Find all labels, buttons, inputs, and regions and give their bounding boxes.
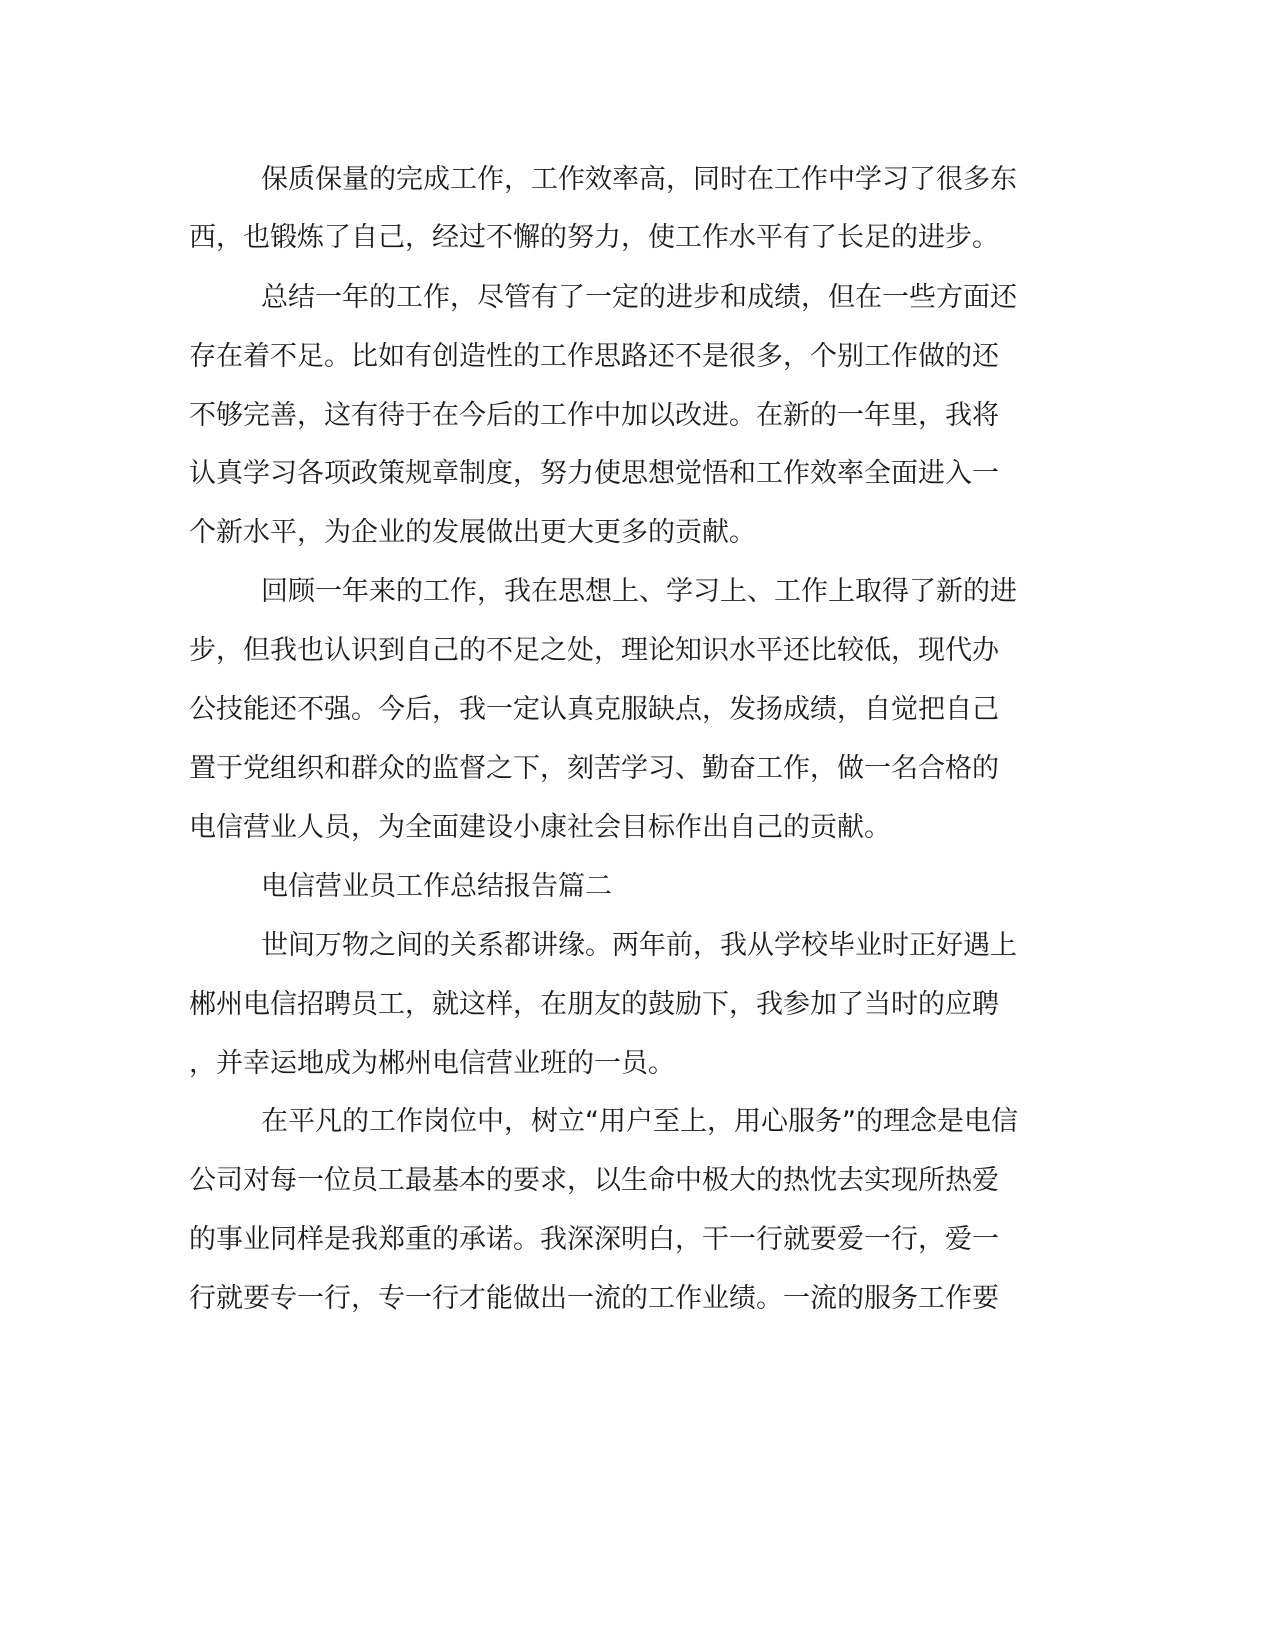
text-line: 不够完善，这有待于在今后的工作中加以改进。在新的一年里，我将 bbox=[189, 400, 999, 431]
text-line: 行就要专一行，专一行才能做出一流的工作业绩。一流的服务工作要 bbox=[189, 1283, 999, 1314]
text-line: 总结一年的工作，尽管有了一定的进步和成绩，但在一些方面还 bbox=[261, 282, 1017, 313]
text-line: 公司对每一位员工最基本的要求，以生命中极大的热忱去实现所热爱 bbox=[189, 1165, 999, 1196]
text-line: 保质保量的完成工作，工作效率高，同时在工作中学习了很多东 bbox=[261, 164, 1017, 195]
text-line: 认真学习各项政策规章制度，努力使思想觉悟和工作效率全面进入一 bbox=[189, 458, 999, 489]
text-line: ，并幸运地成为郴州电信营业班的一员。 bbox=[189, 1048, 675, 1079]
section-heading: 电信营业员工作总结报告篇二 bbox=[261, 871, 612, 902]
text-line: 存在着不足。比如有创造性的工作思路还不是很多，个别工作做的还 bbox=[189, 341, 999, 372]
text-line: 个新水平，为企业的发展做出更大更多的贡献。 bbox=[189, 517, 756, 548]
text-line: 电信营业人员，为全面建设小康社会目标作出自己的贡献。 bbox=[189, 812, 891, 843]
text-line: 在平凡的工作岗位中，树立“用户至上，用心服务”的理念是电信 bbox=[261, 1106, 1018, 1137]
text-line: 郴州电信招聘员工，就这样，在朋友的鼓励下，我参加了当时的应聘 bbox=[189, 989, 999, 1020]
text-line: 置于党组织和群众的监督之下，刻苦学习、勤奋工作，做一名合格的 bbox=[189, 753, 999, 784]
text-line: 步，但我也认识到自己的不足之处，理论知识水平还比较低，现代办 bbox=[189, 635, 999, 666]
text-line: 回顾一年来的工作，我在思想上、学习上、工作上取得了新的进 bbox=[261, 576, 1017, 607]
text-line: 世间万物之间的关系都讲缘。两年前，我从学校毕业时正好遇上 bbox=[261, 930, 1017, 961]
text-line: 西，也锻炼了自己，经过不懈的努力，使工作水平有了长足的进步。 bbox=[189, 222, 999, 253]
text-line: 的事业同样是我郑重的承诺。我深深明白，干一行就要爱一行，爱一 bbox=[189, 1224, 999, 1255]
text-line: 公技能还不强。今后，我一定认真克服缺点，发扬成绩，自觉把自己 bbox=[189, 694, 999, 725]
